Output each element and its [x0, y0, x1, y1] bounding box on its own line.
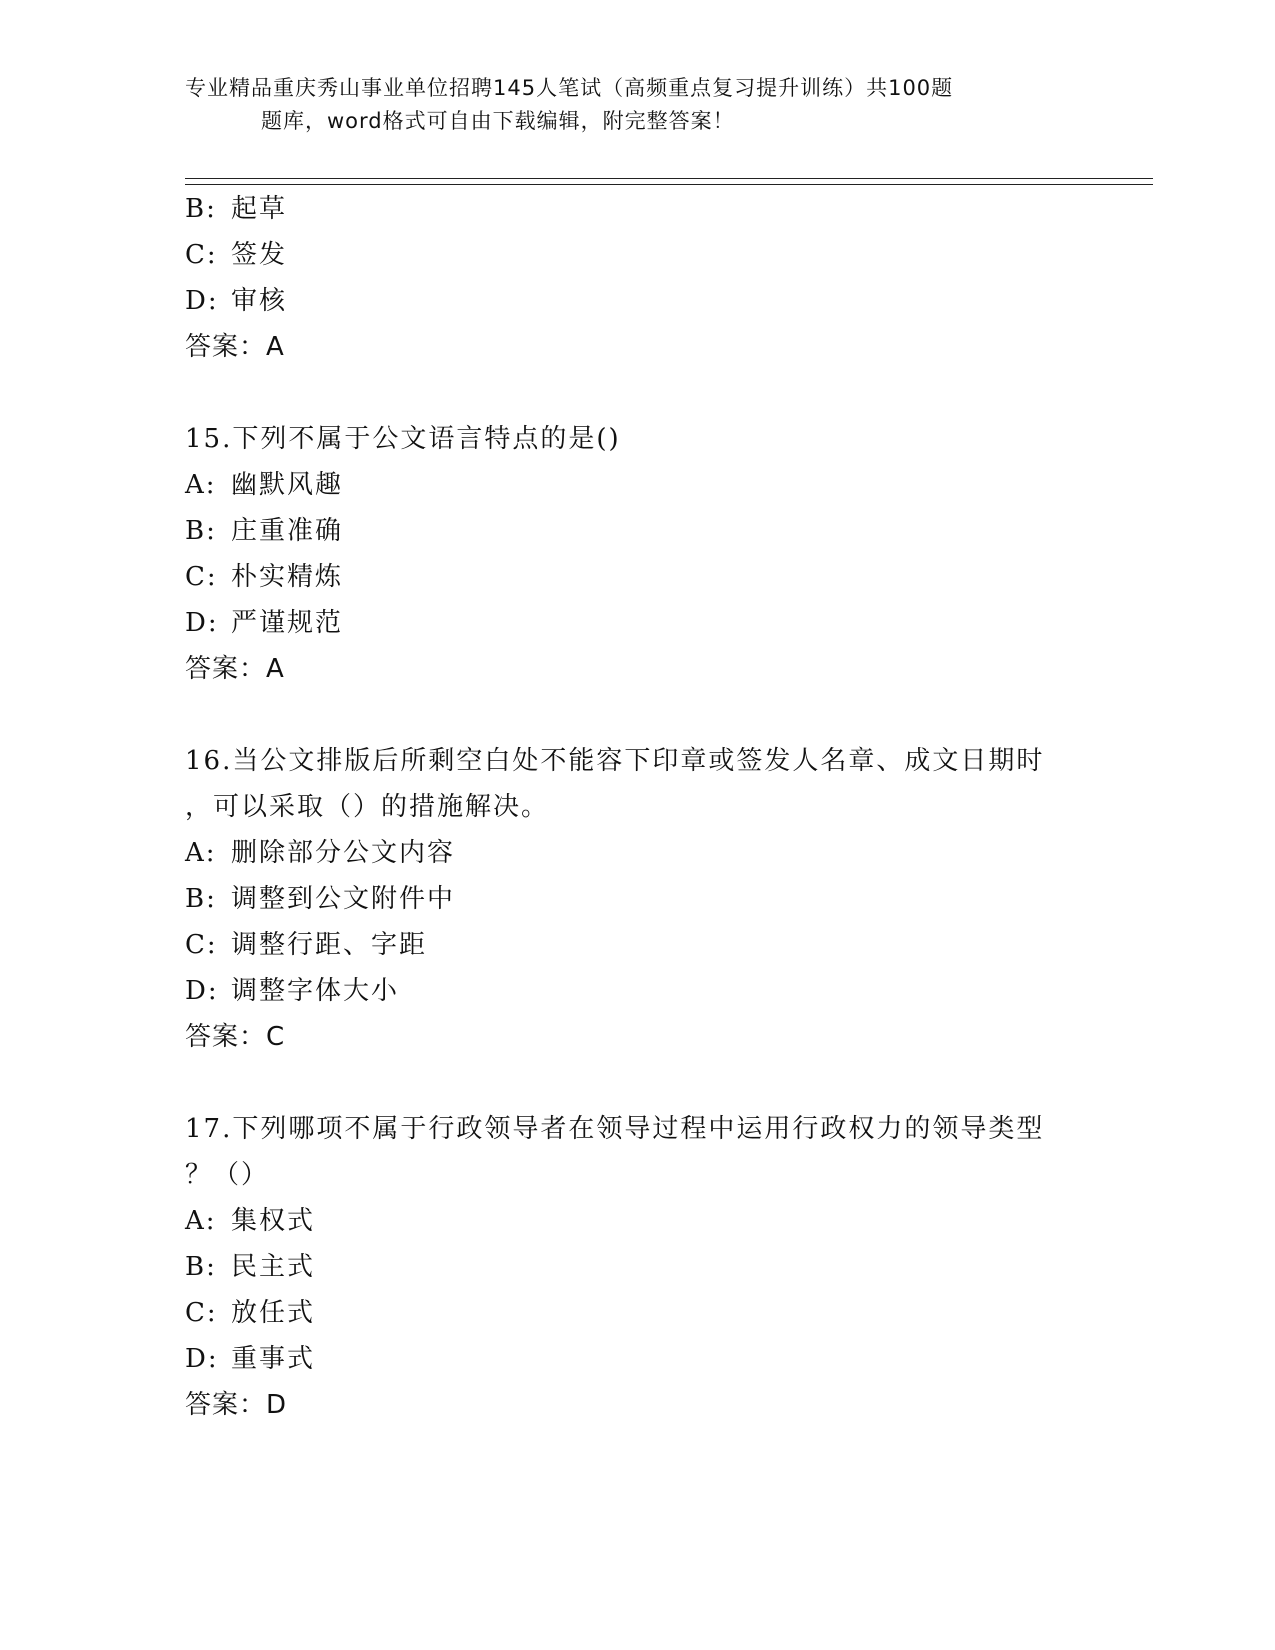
header-divider-top — [185, 178, 1153, 179]
option-a: A: 幽默风趣 — [185, 470, 344, 500]
option-b: B: 庄重准确 — [185, 516, 344, 546]
question-text-cont: ，可以采取（）的措施解决。 — [185, 792, 550, 822]
option-d: D: 重事式 — [185, 1344, 316, 1374]
option-b: B: 调整到公文附件中 — [185, 884, 456, 914]
answer: 答案：A — [185, 654, 285, 684]
option-b: B: 民主式 — [185, 1252, 316, 1282]
question-text: 15.下列不属于公文语言特点的是() — [185, 424, 621, 454]
option-b: B: 起草 — [185, 194, 288, 224]
option-d: D: 审核 — [185, 286, 288, 316]
question-15 — [185, 416, 1085, 692]
header-line-1: 专业精品重庆秀山事业单位招聘145人笔试（高频重点复习提升训练）共100题 — [185, 76, 954, 100]
document-header — [185, 72, 1085, 138]
answer: 答案：C — [185, 1022, 286, 1052]
option-a: A: 集权式 — [185, 1206, 316, 1236]
option-c: C: 签发 — [185, 240, 288, 270]
answer: 答案：A — [185, 332, 285, 362]
question-17 — [185, 1106, 1085, 1428]
option-d: D: 严谨规范 — [185, 608, 344, 638]
question-text: 17.下列哪项不属于行政领导者在领导过程中运用行政权力的领导类型 — [185, 1114, 1045, 1144]
question-16 — [185, 738, 1085, 1060]
answer: 答案：D — [185, 1390, 288, 1420]
header-divider-bottom — [185, 184, 1153, 185]
option-c: C: 朴实精炼 — [185, 562, 344, 592]
question-14-tail — [185, 186, 1085, 370]
option-c: C: 调整行距、字距 — [185, 930, 428, 960]
question-text: 16.当公文排版后所剩空白处不能容下印章或签发人名章、成文日期时 — [185, 746, 1045, 776]
document-body — [185, 186, 1085, 1428]
option-a: A: 删除部分公文内容 — [185, 838, 456, 868]
question-text-cont: ？（） — [185, 1160, 270, 1190]
option-d: D: 调整字体大小 — [185, 976, 400, 1006]
header-line-2: 题库，word格式可自由下载编辑，附完整答案！ — [261, 109, 735, 133]
option-c: C: 放任式 — [185, 1298, 316, 1328]
